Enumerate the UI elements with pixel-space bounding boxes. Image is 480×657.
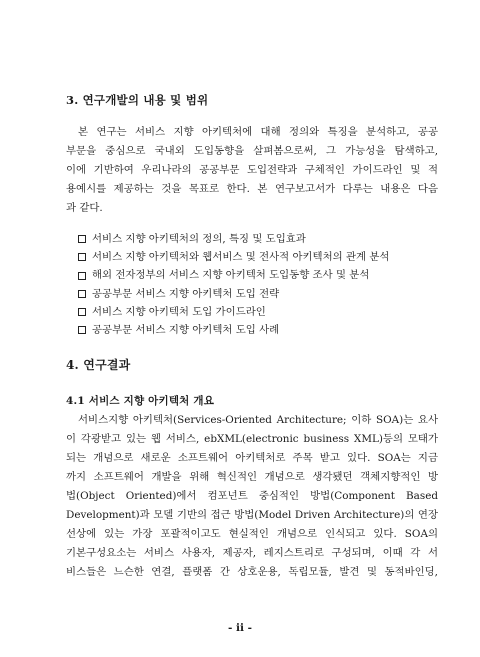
research-scope-checklist — [78, 230, 389, 339]
paragraph-line: 과 같다. — [66, 202, 103, 214]
paragraph-line: 이에 기반하여 우리나라의 공공부문 도입전략과 구체적인 가이드라인 및 적 — [66, 164, 438, 176]
paragraph-line: 부문을 중심으로 국내외 도입동향을 살펴봄으로써, 그 가능성을 탐색하고, — [66, 145, 438, 157]
checkbox-icon — [78, 235, 86, 243]
paragraph-line: Development)과 모델 기반의 접근 방법(Model Driven Architecture)의 연장 — [66, 509, 438, 521]
paragraph-line: 선상에 있는 가장 포괄적이고도 현실적인 개념으로 인식되고 있다. SOA의 — [66, 528, 438, 540]
checklist-item — [78, 303, 389, 321]
paragraph-line: 까지 소프트웨어 개발을 위해 혁신적인 개념으로 생각됐던 객체지향적인 방 — [66, 471, 438, 483]
checkbox-icon — [78, 326, 86, 334]
checkbox-icon — [78, 253, 86, 261]
paragraph-line: 본 연구는 서비스 지향 아키텍처에 대해 정의와 특징을 분석하고, 공공 — [78, 126, 438, 138]
checklist-item — [78, 230, 389, 248]
checklist-item-label: 서비스 지향 아키텍처 도입 가이드라인 — [92, 305, 266, 318]
section-3-heading: 3. 연구개발의 내용 및 범위 — [66, 93, 209, 107]
checklist-item — [78, 248, 389, 266]
paragraph-line: 법(Object Oriented)에서 컴포넌트 중심적인 방법(Component Based — [66, 490, 438, 502]
checklist-item-label: 공공부문 서비스 지향 아키텍처 도입 사례 — [92, 324, 280, 337]
checkbox-icon — [78, 290, 86, 298]
checkbox-icon — [78, 308, 86, 316]
checklist-item — [78, 266, 389, 284]
paragraph-line: 서비스지향 아키텍처(Services-Oriented Architecture; 이하 SOA)는 요사 — [78, 414, 438, 426]
checkbox-icon — [78, 272, 86, 280]
checklist-item-label: 서비스 지향 아키텍처와 웹서비스 및 전사적 아키텍처의 관계 분석 — [92, 251, 390, 264]
section-4-heading: 4. 연구결과 — [66, 358, 131, 372]
paragraph-line: 이 각광받고 있는 웹 서비스, ebXML(electronic business XML)등의 모태가 — [66, 433, 438, 445]
checklist-item-label: 서비스 지향 아키텍처의 정의, 특징 및 도입효과 — [92, 233, 306, 245]
paragraph-line: 기본구성요소는 서비스 사용자, 제공자, 레지스트리로 구성되며, 이때 각 서 — [66, 547, 438, 559]
paragraph-line: 비스들은 느슨한 연결, 플랫폼 간 상호운용, 독립모듈, 발견 및 동적바인딩, — [66, 566, 438, 578]
checklist-item-label: 해외 전자정부의 서비스 지향 아키텍처 도입동향 조사 및 분석 — [92, 269, 370, 282]
section-4-1-subheading: 4.1 서비스 지향 아키텍처 개요 — [66, 395, 215, 407]
checklist-item — [78, 321, 389, 339]
soa-overview-paragraph — [66, 411, 438, 582]
checklist-item — [78, 285, 389, 303]
page-number: - ii - — [227, 622, 252, 634]
paragraph-line: 되는 개념으로 새로운 소프트웨어 아키텍처로 주목 받고 있다. SOA는 지금 — [66, 452, 438, 464]
intro-paragraph — [66, 123, 438, 218]
checklist-item-label: 공공부문 서비스 지향 아키텍처 도입 전략 — [92, 287, 280, 300]
paragraph-line: 용예시를 제공하는 것을 목표로 한다. 본 연구보고서가 다루는 내용은 다음 — [66, 183, 438, 195]
